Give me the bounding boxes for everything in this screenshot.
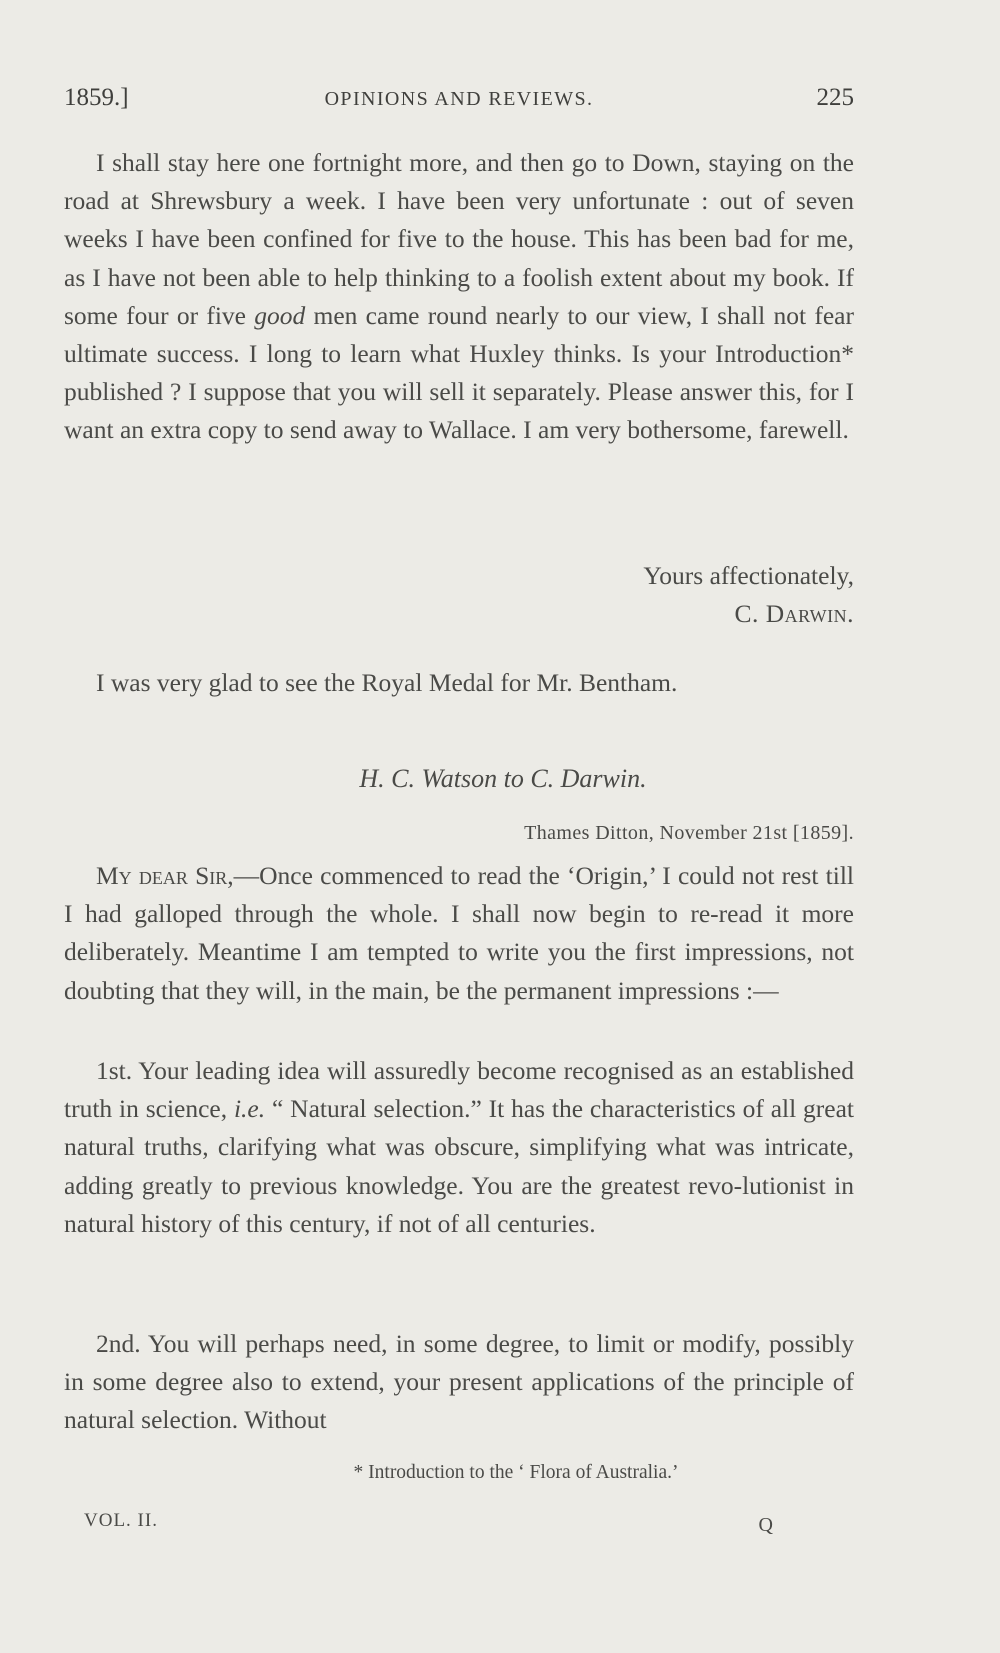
running-head (64, 84, 854, 124)
letter2-first-point (64, 1052, 854, 1243)
footnote: * Introduction to the ‘ Flora of Australia.’ (353, 1462, 679, 1483)
second-point-text: 2nd. You will perhaps need, in some degree, to limit or modify, possibly in some degree also to extend, your present applications of the principle of natural selection. Without (64, 1329, 854, 1435)
first-point-lead: 1st. Your leading idea will assuredly become recognised as an established truth in science, (64, 1056, 854, 1124)
letter2-heading: H. C. Watson to C. Darwin. (359, 764, 647, 793)
page-number: 225 (816, 84, 854, 111)
postscript-text: I was very glad to see the Royal Medal for Mr. Bentham. (96, 668, 678, 697)
closing-salutation: Yours affectionately, (643, 561, 854, 590)
letter1-body-cont: men came round nearly to our view, I shall not fear ultimate success. I long to learn what Huxley thinks. Is your Introduction* published ? I suppose that you will sell it separately. Please answer this, for I want an extra copy to send away to Wallace. I am very bothersome, farewell. (64, 300, 854, 445)
letter1-paragraph (64, 144, 854, 450)
volume-label: VOL. II. (84, 1510, 158, 1531)
letter2-salutation: My dear Sir, (96, 861, 234, 890)
closing-signature: C. Darwin. (734, 599, 854, 628)
letter2-second-point (64, 1325, 854, 1440)
letter2-opening: —Once commenced to read the ‘Origin,’ I could not rest till I had galloped through the whole. I shall now begin to re-read it more deliberately. Meantime I am tempted to write you the first impressions, not doubting that they will, in the main, be the permanent impressions :— (64, 861, 854, 1005)
gathering-signature: Q (758, 1514, 774, 1536)
running-head-year: 1859.] (64, 84, 129, 111)
letter1-body: I shall stay here one fortnight more, and then go to Down, staying on the road at Shrewsbury a week. I have been very unfortunate : out of seven weeks I have been confined for five to the house. This has been bad for me, as I have not been able to help thinking to a foolish extent about my book. If some four or five (64, 148, 854, 330)
running-head-title: OPINIONS AND REVIEWS. (324, 88, 594, 110)
first-point-abbrev: i.e. (233, 1094, 266, 1124)
letter1-emphasis: good (254, 300, 306, 330)
letter2-dateline: Thames Ditton, November 21st [1859]. (524, 822, 854, 844)
first-point-rest: “ Natural selection.” It has the characteristics of all great natural truths, clarifying what was obscure, simplifying what was intricate, adding greatly to previous knowledge. You are the greatest revo-lutionist in natural history of this century, if not of all centuries. (64, 1094, 855, 1238)
letter2-opening-paragraph (64, 857, 854, 1010)
postscript (64, 664, 854, 702)
